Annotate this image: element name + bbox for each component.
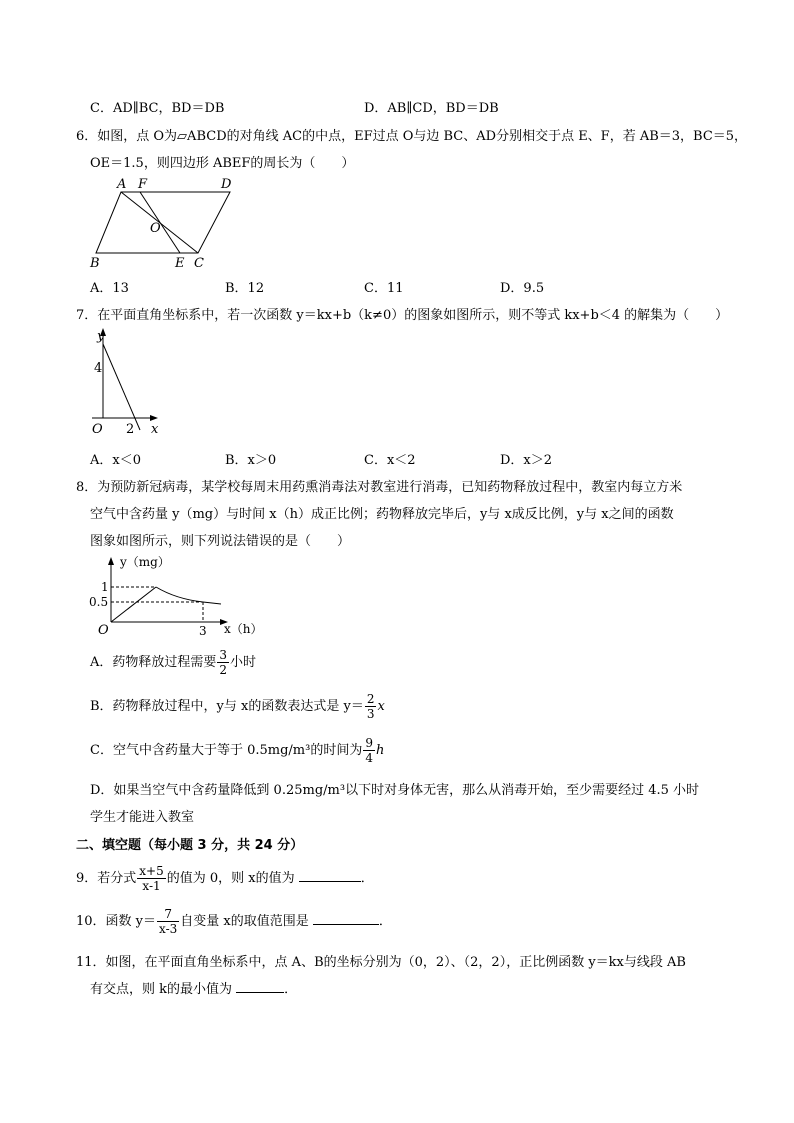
q6-option-d: D．9.5 [500, 281, 545, 296]
y-axis-label: y（mg） [120, 555, 170, 569]
label-f: F [138, 177, 148, 192]
q7-stem: 7．在平面直角坐标系中，若一次函数 y＝kx+b（k≠0）的图象如图所示，则不等式 kx+b＜4 的解集为（ ） [76, 308, 729, 323]
label-d: D [221, 177, 232, 192]
answer-blank[interactable] [236, 980, 284, 993]
q8-stem-line1: 8．为预防新冠病毒，某学校每周末用药熏消毒法对教室进行消毒，已知药物释放过程中，教室内每立方米 [76, 480, 683, 495]
tick-one-label: 1 [101, 580, 109, 594]
label-e: E [175, 256, 185, 270]
x-axis-arrow [150, 415, 158, 421]
q11-stem-line2: 有交点，则 k的最小值为 ． [90, 982, 298, 997]
q7-option-b: B．x＞0 [225, 453, 277, 468]
section-title: 二、填空题（每小题 3 分，共 24 分） [76, 838, 304, 853]
q5-option-c: C．AD∥BC，BD＝DB [90, 101, 225, 116]
q8-stem-line2: 空气中含药量 y（mg）与时间 x（h）成正比例；药物释放完毕后，y与 x成反比例，y与 x之间的函数 [90, 507, 674, 522]
q8-option-d-line1: D．如果当空气中含药量降低到 0.25mg/m³以下时对身体无害，那么从消毒开始，至少需要经过 4.5 小时 [90, 783, 700, 798]
q6-stem-line2: OE＝1.5，则四边形 ABEF的周长为（ ） [90, 156, 355, 171]
q11-stem-line1: 11．如图，在平面直角坐标系中，点 A、B的坐标分别为（0，2）、（2，2），正比例函数 y＝kx与线段 AB [76, 955, 686, 970]
q8-option-c: C．空气中含药量大于等于 0.5mg/m³的时间为 $\frac{9}{4}$ h [90, 736, 385, 765]
q9-question: 9．若分式 $\frac{x+5}{x-1}$ 的值为 0，则 x的值为 ． [76, 864, 374, 893]
y-intercept-label: 4 [94, 361, 103, 376]
q8-stem-line3: 图象如图所示，则下列说法错误的是（ ） [90, 534, 351, 549]
label-c: C [194, 256, 204, 270]
q10-question: 10．函数 y＝ $\frac{7}{x-3}$ 自变量 x的取值范围是 ． [76, 907, 392, 936]
tick-half-label: 0.5 [89, 595, 109, 609]
label-b: B [90, 256, 100, 270]
answer-blank[interactable] [313, 912, 379, 925]
q7-option-c: C．x＜2 [364, 453, 416, 468]
q8-option-d-line2: 学生才能进入教室 [90, 810, 195, 825]
q8-dose-graph [88, 552, 268, 642]
q7-linear-graph [88, 326, 168, 438]
q8-option-b: B．药物释放过程中，y与 x的函数表达式是 y＝ $\frac{2}{3}$ x [90, 692, 385, 721]
x-intercept-label: 2 [126, 422, 135, 437]
origin-label: O [98, 623, 109, 638]
y-axis-arrow [108, 557, 114, 565]
tick-three-label: 3 [199, 624, 207, 638]
y-axis-label: y [97, 329, 105, 344]
x-axis-label: x（h） [224, 622, 263, 636]
q8-option-a: A．药物释放过程需要 $\frac{3}{2}$ 小时 [90, 648, 257, 677]
answer-blank[interactable] [299, 869, 361, 882]
label-a: A [117, 177, 127, 192]
q6-option-a: A．13 [90, 281, 129, 296]
origin-label: O [92, 422, 103, 437]
release-line [111, 587, 156, 622]
q5-option-d: D．AB∥CD，BD＝DB [364, 101, 499, 116]
x-axis-label: x [151, 422, 159, 437]
label-o: O [150, 221, 161, 236]
parallelogram-abcd [96, 192, 230, 253]
decay-curve [156, 587, 221, 604]
q6-parallelogram-figure [88, 174, 248, 270]
q6-option-b: B．12 [225, 281, 265, 296]
q7-option-a: A．x＜0 [90, 453, 141, 468]
function-line [103, 344, 140, 430]
q6-stem-line1: 6．如图，点 O为▱ABCD的对角线 AC的中点，EF过点 O与边 BC、AD分别相交于点 E、F，若 AB＝3，BC＝5， [76, 129, 748, 144]
q6-option-c: C．11 [364, 281, 404, 296]
q7-option-d: D．x＞2 [500, 453, 553, 468]
